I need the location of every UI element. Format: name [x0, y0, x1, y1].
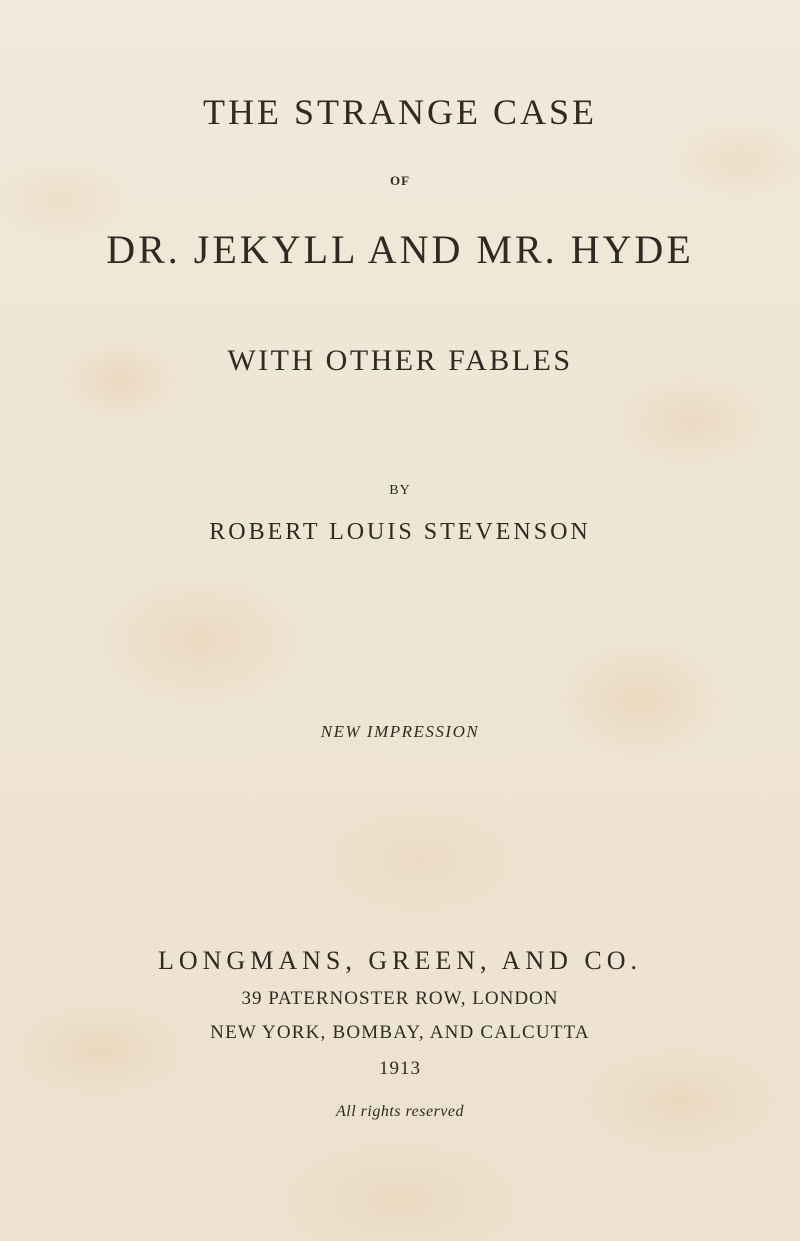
- impression-note: NEW IMPRESSION: [320, 722, 480, 741]
- publisher-cities: NEW YORK, BOMBAY, AND CALCUTTA: [210, 1022, 590, 1043]
- publication-year: 1913: [379, 1058, 421, 1079]
- title-line-2: DR. JEKYLL AND MR. HYDE: [106, 227, 694, 272]
- byline-by: BY: [389, 483, 411, 498]
- rights-notice: All rights reserved: [336, 1103, 464, 1120]
- title-connector-of: OF: [389, 173, 411, 188]
- subtitle: WITH OTHER FABLES: [227, 344, 573, 377]
- publisher-name: LONGMANS, GREEN, AND CO.: [157, 946, 642, 975]
- title-line-1: THE STRANGE CASE: [202, 92, 597, 132]
- author-name: ROBERT LOUIS STEVENSON: [209, 519, 591, 545]
- publisher-address: 39 PATERNOSTER ROW, LONDON: [241, 988, 559, 1009]
